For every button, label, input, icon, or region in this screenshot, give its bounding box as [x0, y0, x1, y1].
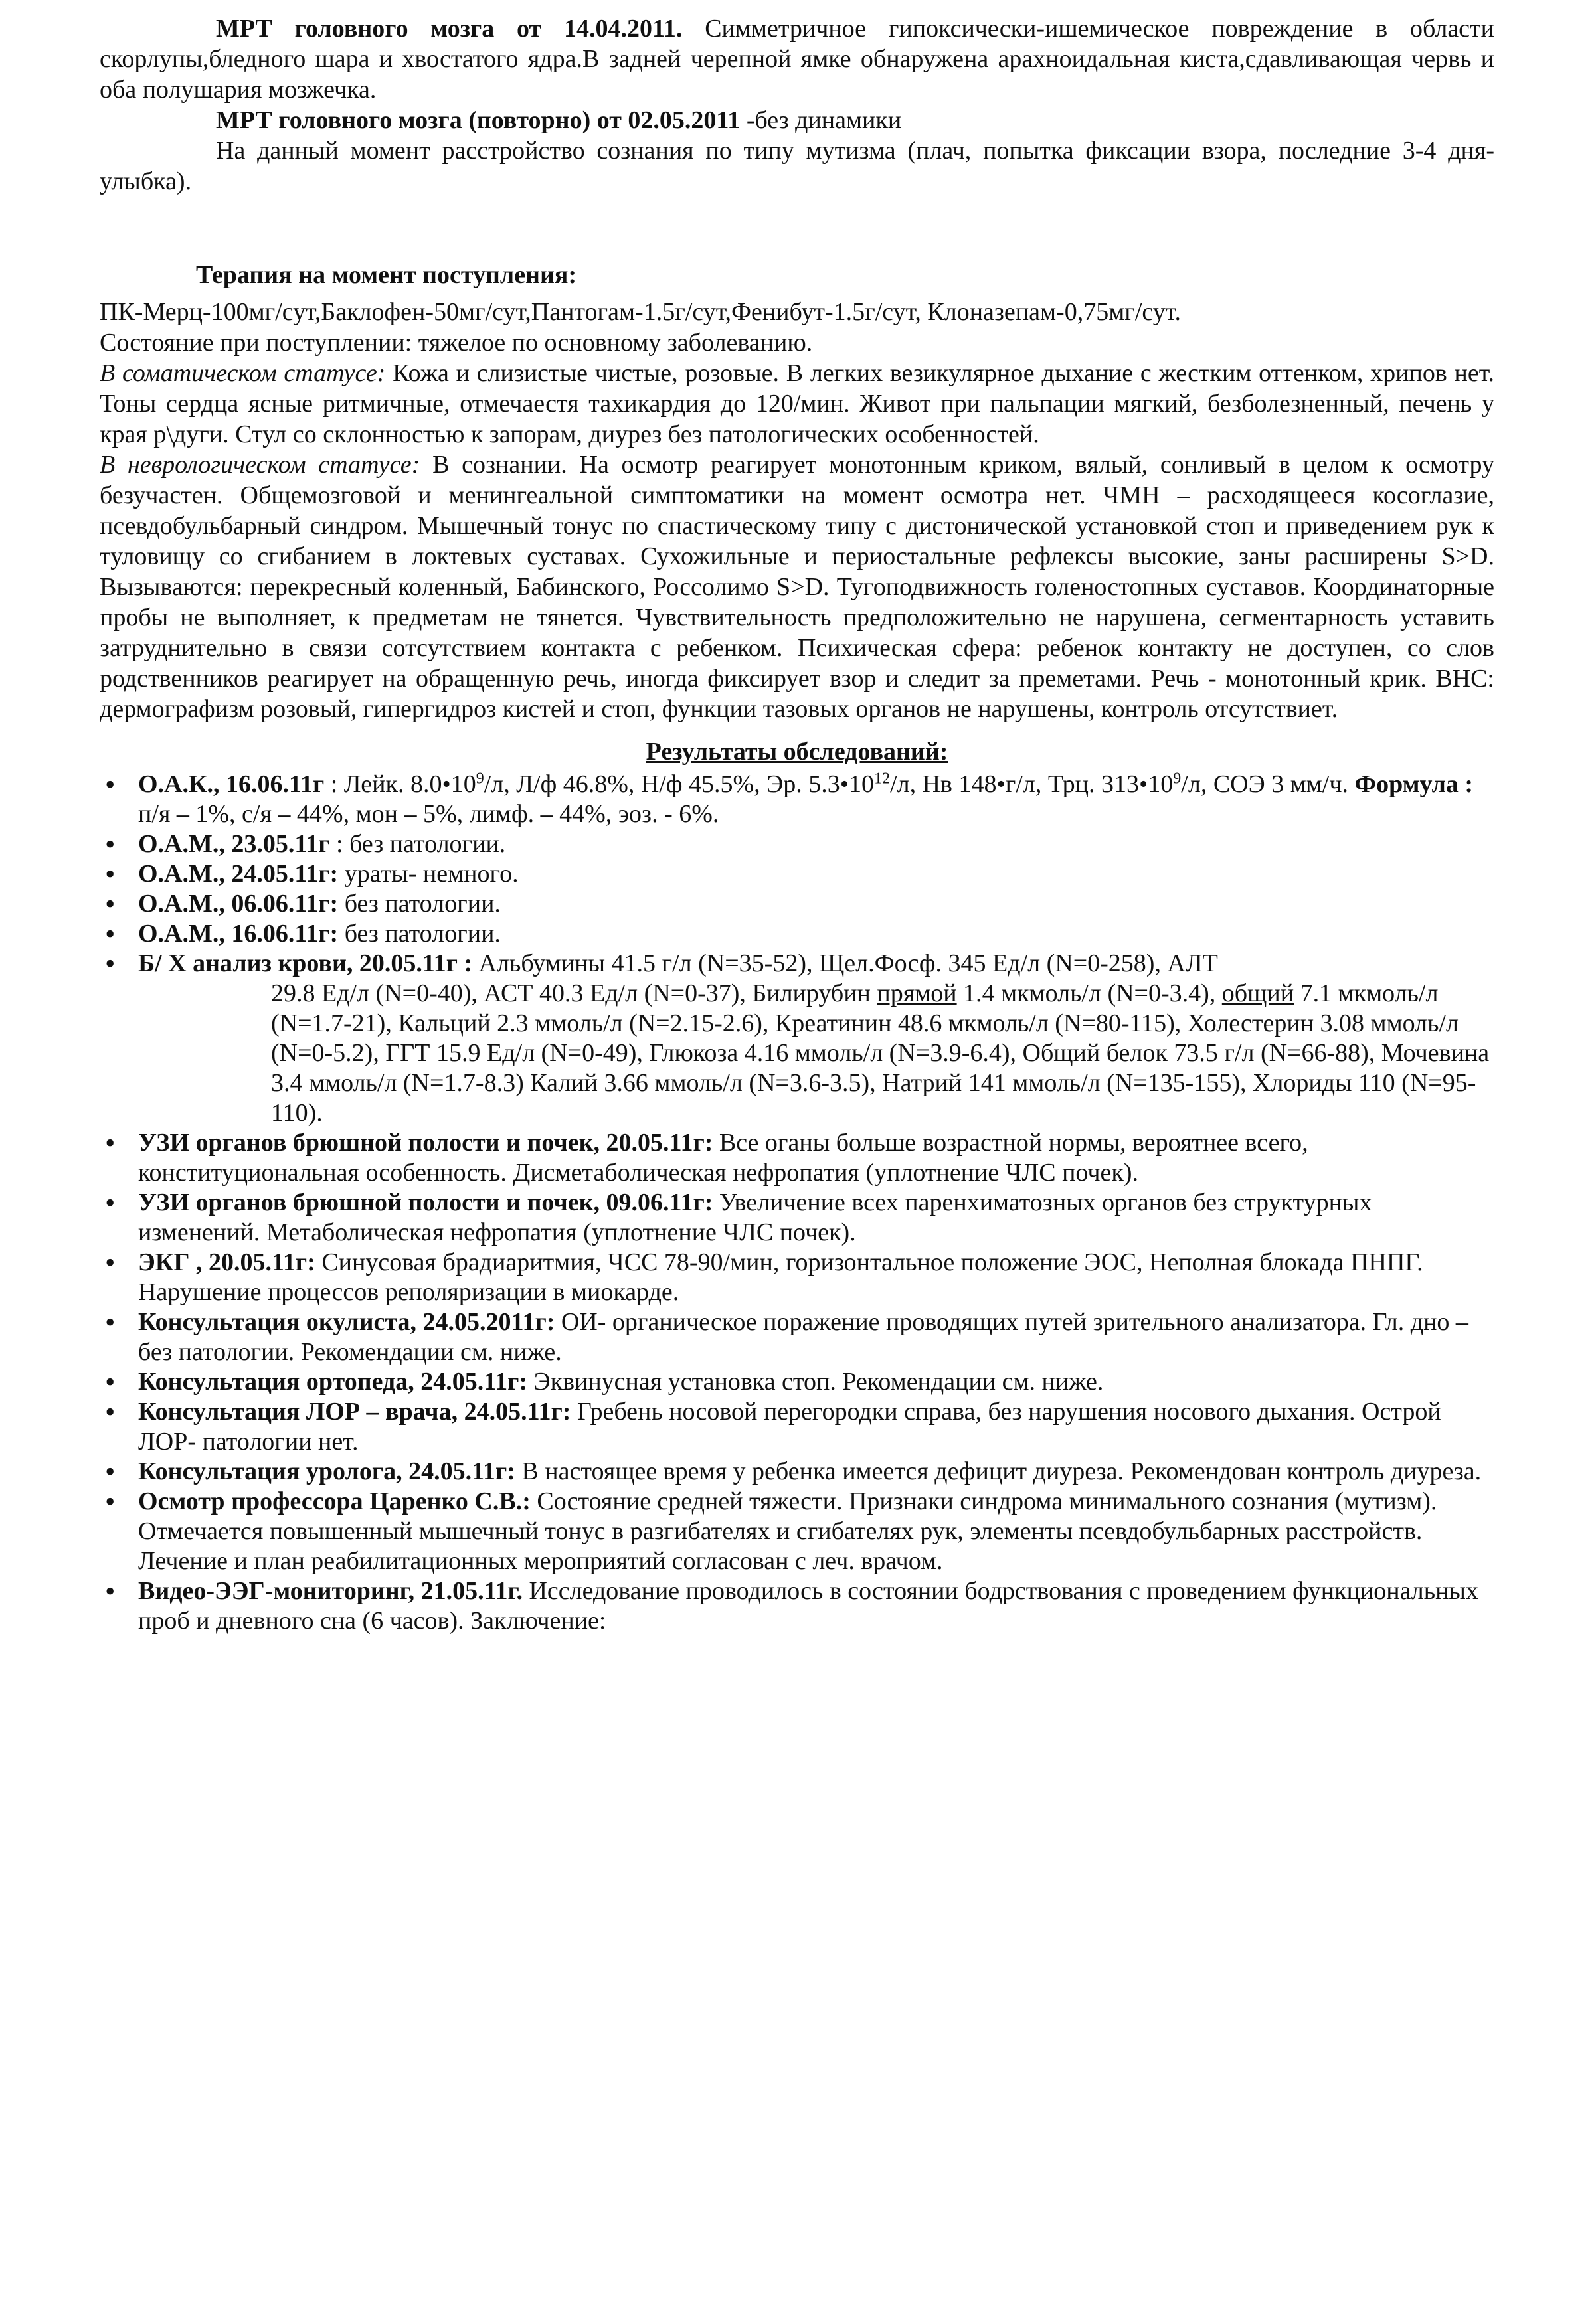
result-oam-3	[100, 889, 1494, 919]
ent-text: Гребень носовой перегородки справа, без нарушения носового дыхания. Острой ЛОР- патологии нет.	[138, 1398, 1441, 1455]
result-oak	[100, 770, 1494, 829]
mri-first-title: МРТ головного мозга от 14.04.2011.	[216, 15, 683, 42]
oak-part1: : Лейк. 8.0•10	[324, 770, 476, 798]
result-oam-4	[100, 919, 1494, 949]
somatic-status	[100, 358, 1494, 450]
somatic-label: В соматическом статусе:	[100, 359, 386, 387]
oak-part3: /л, Нв 148•г/л, Трц. 313•10	[890, 770, 1174, 798]
eeg-text: Исследование проводилось в состоянии бодрствования с проведением функциональных проб и дневного сна (6 часов). Заключение:	[138, 1577, 1478, 1635]
uzi-2-title: УЗИ органов брюшной полости и почек, 09.06.11г:	[138, 1189, 713, 1216]
somatic-text: Кожа и слизистые чистые, розовые. В легких везикулярное дыхание с жестким оттенком, хрипов нет. Тоны сердца ясные ритмичные, отмечаестя тахикардия до 120/мин. Живот при пальпации мягкий, безболезненный, печень у края р\дуги. Стул со склонностью к запорам, диурез без патологических особенностей.	[100, 359, 1495, 448]
current-state: На данный момент расстройство сознания по типу мутизма (плач, попытка фиксации взора, последние 3-4 дня- улыбка).	[100, 137, 1494, 195]
ecg-title: ЭКГ , 20.05.11г:	[138, 1248, 315, 1276]
uzi-2-text: Увеличение всех паренхиматозных органов без структурных изменений. Метаболическая нефропатия (уплотнение ЧЛС почек).	[138, 1189, 1372, 1246]
mri-second-title: МРТ головного мозга (повторно) от 02.05.2011	[216, 106, 741, 134]
bio-cont-c: 7.1 мкмоль/л (N=1.7-21), Кальций 2.3 ммоль/л (N=2.15-2.6), Креатинин 48.6 мкмоль/л (N=80-115), Холестерин 3.08 ммоль/л (N=0-5.2), ГГТ 15.9 Ед/л (N=0-49), Глюкоза 4.16 ммоль/л (N=3.9-6.4), Общий белок 73.5 г/л (N=66-88), Мочевина 3.4 ммоль/л (N=1.7-8.3) Калий 3.66 ммоль/л (N=3.6-3.5), Натрий 141 ммоль/л (N=135-155), Хлориды 110 (N=95-110).	[271, 979, 1490, 1127]
oak-sup2: 12	[874, 770, 891, 788]
oam-4-text: без патологии.	[338, 920, 501, 948]
oak-formula-label: Формула :	[1354, 770, 1474, 798]
oam-1-title: О.А.М., 23.05.11г	[138, 830, 330, 858]
neuro-text: В сознании. На осмотр реагирует монотонным криком, вялый, сонливый в целом к осмотру безучастен. Общемозговой и менингеальной симптоматики на момент осмотра нет. ЧМН – расходящееся косоглазие, псевдобульбарный синдром. Мышечный тонус по спастическому типу с дистонической установкой стоп и приведением рук к туловищу со сгибанием в локтевых суставах. Сухожильные и периостальные рефлексы высокие, заны расширены S>D. Вызываются: перекресный коленный, Бабинского, Россолимо S>D. Тугоподвижность голеностопных суставов. Координаторные пробы не выполняет, к предметам не тянется. Чувствительность предположительно не нарушена, сегментарность уставить затруднительно в связи сотсутствием контакта с ребенком. Психическая сфера: ребенок контакту не доступен, со слов родственников реагирует на обращенную речь, иногда фиксирует взор и следит за преметами. Речь - монотонный крик. ВНС: дермографизм розовый, гипергидроз кистей и стоп, функции тазовых органов не нарушены, контроль отсутствиет.	[100, 451, 1495, 723]
result-oam-2	[100, 859, 1494, 889]
result-professor	[100, 1487, 1494, 1576]
bio-continuation	[138, 979, 1494, 1128]
neuro-status	[100, 450, 1494, 724]
result-oam-1	[100, 829, 1494, 859]
result-urologist	[100, 1457, 1494, 1487]
professor-text: Состояние средней тяжести. Признаки синдрома минимального сознания (мутизм). Отмечается повышенный мышечный тонус в разгибателях и сгибателях рук, элементы псевдобульбарных расстройств. Лечение и план реабилитационных мероприятий согласован с леч. врачом.	[138, 1487, 1437, 1575]
bio-cont-b: 1.4 мкмоль/л (N=0-3.4),	[956, 979, 1222, 1007]
result-eeg	[100, 1576, 1494, 1636]
bio-direct: прямой	[877, 979, 957, 1007]
oak-title: О.А.К., 16.06.11г	[138, 770, 325, 798]
oam-2-title: О.А.М., 24.05.11г:	[138, 860, 339, 888]
oak-part4: /л, СОЭ 3 мм/ч.	[1181, 770, 1355, 798]
section-gap	[100, 197, 1494, 260]
mri-second-text: -без динамики	[740, 106, 902, 134]
oam-2-text: ураты- немного.	[338, 860, 519, 888]
urologist-title: Консультация уролога, 24.05.11г:	[138, 1457, 515, 1485]
bio-title: Б/ Х анализ крови, 20.05.11г :	[138, 950, 473, 977]
therapy-title: Терапия на момент поступления:	[196, 261, 577, 289]
neuro-label: В неврологическом статусе:	[100, 451, 420, 479]
bio-total: общий	[1221, 979, 1294, 1007]
eeg-title: Видео-ЭЭГ-мониторинг, 21.05.11г.	[138, 1577, 523, 1605]
oam-1-text: : без патологии.	[329, 830, 506, 858]
oculist-text: ОИ- органическое поражение проводящих путей зрительного анализатора. Гл. дно – без патологии. Рекомендации см. ниже.	[138, 1308, 1468, 1366]
oak-formula-text: п/я – 1%, с/я – 44%, мон – 5%, лимф. – 44%, эоз. - 6%.	[138, 800, 719, 828]
therapy-text: ПК-Мерц-100мг/сут,Баклофен-50мг/сут,Пантогам-1.5г/сут,Фенибут-1.5г/сут, Клоназепам-0,75мг/сут.	[100, 298, 1182, 326]
bio-line1: Альбумины 41.5 г/л (N=35-52), Щел.Фосф. 345 Ед/л (N=0-258), АЛТ	[472, 950, 1218, 977]
ecg-text: Синусовая брадиаритмия, ЧСС 78-90/мин, горизонтальное положение ЭОС, Неполная блокада ПНПГ. Нарушение процессов реполяризации в миокарде.	[138, 1248, 1423, 1306]
result-uzi-2	[100, 1188, 1494, 1248]
oculist-title: Консультация окулиста, 24.05.2011г:	[138, 1308, 555, 1336]
mri-first-text: Симметричное гипоксически-ишемическое повреждение в области скорлупы,бледного шара и хвостатого ядра.В задней черепной ямке обнаружена арахноидальная киста,сдавливающая червь и оба полушария мозжечка.	[100, 15, 1494, 104]
uzi-1-text: Все оганы больше возрастной нормы, вероятнее всего, конституциональная особенность. Дисметаболическая нефропатия (уплотнение ЧЛС почек).	[138, 1129, 1308, 1187]
professor-title: Осмотр профессора Царенко С.В.:	[138, 1487, 531, 1515]
admission-state: Состояние при поступлении: тяжелое по основному заболеванию.	[100, 329, 813, 357]
result-oculist	[100, 1307, 1494, 1367]
oam-4-title: О.А.М., 16.06.11г:	[138, 920, 339, 948]
result-biochem	[100, 949, 1494, 1128]
oak-sup3: 9	[1173, 770, 1182, 788]
result-ecg	[100, 1248, 1494, 1307]
result-ent	[100, 1397, 1494, 1457]
bio-cont-a: 29.8 Ед/л (N=0-40), АСТ 40.3 Ед/л (N=0-37), Билирубин	[271, 979, 877, 1007]
mri-second	[100, 105, 1494, 135]
results-title: Результаты обследований:	[646, 738, 948, 766]
oam-3-title: О.А.М., 06.06.11г:	[138, 890, 339, 918]
oak-part2: /л, Л/ф 46.8%, Н/ф 45.5%, Эр. 5.3•10	[484, 770, 875, 798]
orthopedist-title: Консультация ортопеда, 24.05.11г:	[138, 1368, 528, 1396]
results-list	[100, 770, 1494, 1636]
result-orthopedist	[100, 1367, 1494, 1397]
result-uzi-1	[100, 1128, 1494, 1188]
mri-first	[100, 13, 1494, 105]
uzi-1-title: УЗИ органов брюшной полости и почек, 20.05.11г:	[138, 1129, 713, 1157]
orthopedist-text: Эквинусная установка стоп. Рекомендации см. ниже.	[527, 1368, 1104, 1396]
oak-sup1: 9	[476, 770, 484, 788]
urologist-text: В настоящее время у ребенка имеется дефицит диуреза. Рекомендован контроль диуреза.	[515, 1457, 1482, 1485]
ent-title: Консультация ЛОР – врача, 24.05.11г:	[138, 1398, 571, 1426]
oam-3-text: без патологии.	[338, 890, 501, 918]
